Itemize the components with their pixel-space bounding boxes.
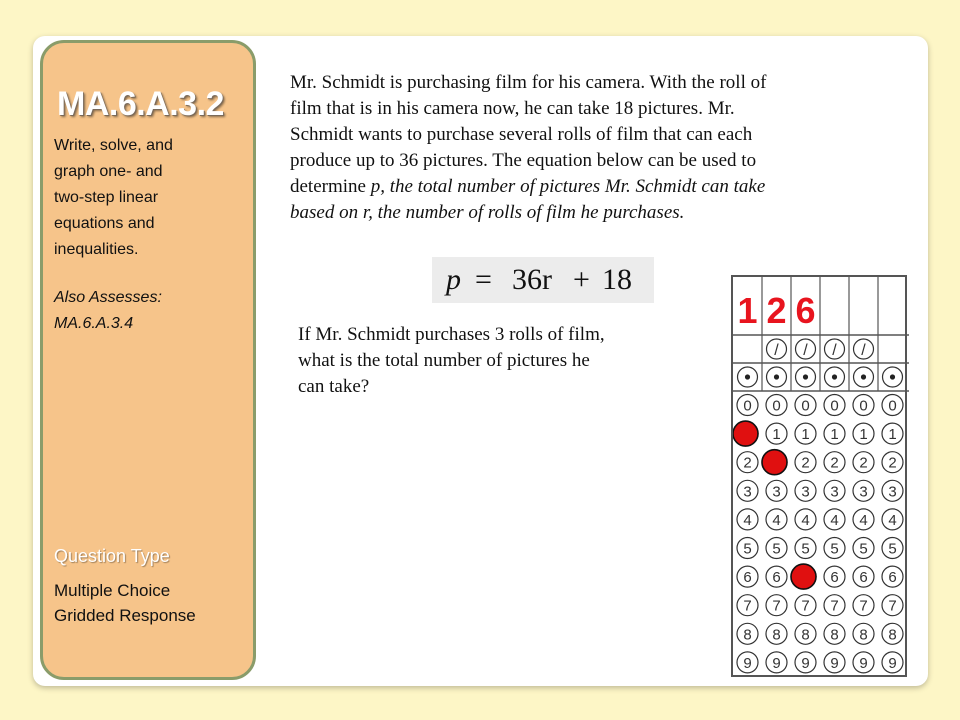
digit-label: 2 [888,454,897,472]
description-line: equations and [54,215,155,232]
digit-label: 8 [801,626,810,644]
equation-svg [432,257,654,303]
digit-label: 1 [859,426,868,444]
question-type-heading: Question Type [54,546,170,566]
digit-label: 7 [772,597,781,615]
digit-label: 2 [801,454,810,472]
digit-label: 3 [801,483,810,501]
question-type-item: Gridded Response [54,606,196,625]
digit-label: 3 [859,483,868,501]
digit-label: 8 [859,626,868,644]
standard-description [54,133,244,263]
equation-term: 36r [512,263,552,296]
problem-line: film that is in his camera now, he can take 18 pictures. Mr. [290,98,735,119]
digit-label: 1 [830,426,839,444]
digit-label: 1 [888,426,897,444]
decimal-dot [774,374,779,379]
question-text [298,322,718,400]
decimal-dot [890,374,895,379]
standard-sidebar [40,40,256,680]
also-assesses [54,285,244,337]
digit-label: 0 [859,397,868,415]
problem-line-plain: determine [290,176,371,197]
digit-label: 4 [743,511,752,529]
description-line: graph one- and [54,163,163,180]
filled-answer-bubble[interactable] [733,421,758,446]
equation-image [432,257,654,303]
digit-label: 2 [859,454,868,472]
digit-label: 1 [772,426,781,444]
question-type-item: Multiple Choice [54,581,171,600]
slash-symbol: / [832,342,837,359]
digit-label: 5 [859,540,868,558]
digit-label: 8 [743,626,752,644]
slash-symbol: / [774,342,779,359]
digit-label: 6 [830,569,839,587]
digit-label: 8 [888,626,897,644]
decimal-dot [745,374,750,379]
digit-label: 5 [830,540,839,558]
digit-label: 2 [743,454,752,472]
standard-code: MA.6.A.3.2 [57,85,224,123]
digit-label: 6 [888,569,897,587]
digit-label: 1 [801,426,810,444]
slash-symbol: / [803,342,808,359]
digit-label: 0 [743,397,752,415]
filled-answer-bubble[interactable] [762,450,787,475]
question-line: If Mr. Schmidt purchases 3 rolls of film, [298,324,605,345]
equation-lhs: p [446,263,461,296]
digit-label: 4 [859,511,868,529]
problem-line [290,174,905,200]
answer-digit: 1 [737,290,758,331]
digit-label: 8 [830,626,839,644]
digit-label: 5 [801,540,810,558]
digit-label: 9 [859,654,868,672]
digit-label: 0 [830,397,839,415]
problem-text [290,70,905,226]
digit-label: 7 [859,597,868,615]
digit-label: 5 [772,540,781,558]
filled-answer-bubble[interactable] [791,564,816,589]
slash-symbol: / [861,342,866,359]
problem-line: Mr. Schmidt is purchasing film for his camera. With the roll of [290,72,767,93]
digit-label: 3 [743,483,752,501]
digit-label: 8 [772,626,781,644]
digit-label: 0 [801,397,810,415]
digit-label: 2 [830,454,839,472]
digit-label: 7 [888,597,897,615]
question-line: what is the total number of pictures he [298,350,590,371]
digit-label: 4 [772,511,781,529]
digit-label: 7 [830,597,839,615]
decimal-dot [803,374,808,379]
gridded-response-grid [731,275,907,677]
digit-label: 9 [830,654,839,672]
equation-constant: 18 [602,263,632,296]
equation-plus: + [573,263,590,296]
digit-label: 7 [743,597,752,615]
problem-line-italic: p, the total number of pictures Mr. Schmidt can take [370,176,766,197]
question-line: can take? [298,376,370,397]
answer-digit: 2 [766,290,787,331]
digit-label: 4 [830,511,839,529]
description-line: Write, solve, and [54,137,173,154]
decimal-dot [861,374,866,379]
description-line: two-step linear [54,189,159,206]
digit-label: 4 [888,511,897,529]
digit-label: 3 [888,483,897,501]
digit-label: 6 [743,569,752,587]
answer-digit: 6 [795,290,816,331]
digit-label: 7 [801,597,810,615]
also-assesses-code: MA.6.A.3.4 [54,315,134,332]
digit-label: 4 [801,511,810,529]
equation-equals: = [475,263,492,296]
digit-label: 9 [772,654,781,672]
digit-label: 3 [830,483,839,501]
description-line: inequalities. [54,241,139,258]
digit-label: 6 [859,569,868,587]
also-assesses-label: Also Assesses: [54,289,162,306]
digit-label: 6 [772,569,781,587]
digit-label: 5 [743,540,752,558]
digit-label: 3 [772,483,781,501]
problem-line: based on r, the number of rolls of film he purchases. [290,202,685,223]
problem-line: produce up to 36 pictures. The equation below can be used to [290,150,757,171]
digit-label: 5 [888,540,897,558]
digit-label: 9 [801,654,810,672]
problem-line: Schmidt wants to purchase several rolls of film that can each [290,124,753,145]
decimal-dot [832,374,837,379]
digit-label: 9 [888,654,897,672]
gridded-response-svg [733,277,909,679]
digit-label: 9 [743,654,752,672]
digit-label: 0 [772,397,781,415]
question-type-list [54,578,196,628]
digit-label: 0 [888,397,897,415]
